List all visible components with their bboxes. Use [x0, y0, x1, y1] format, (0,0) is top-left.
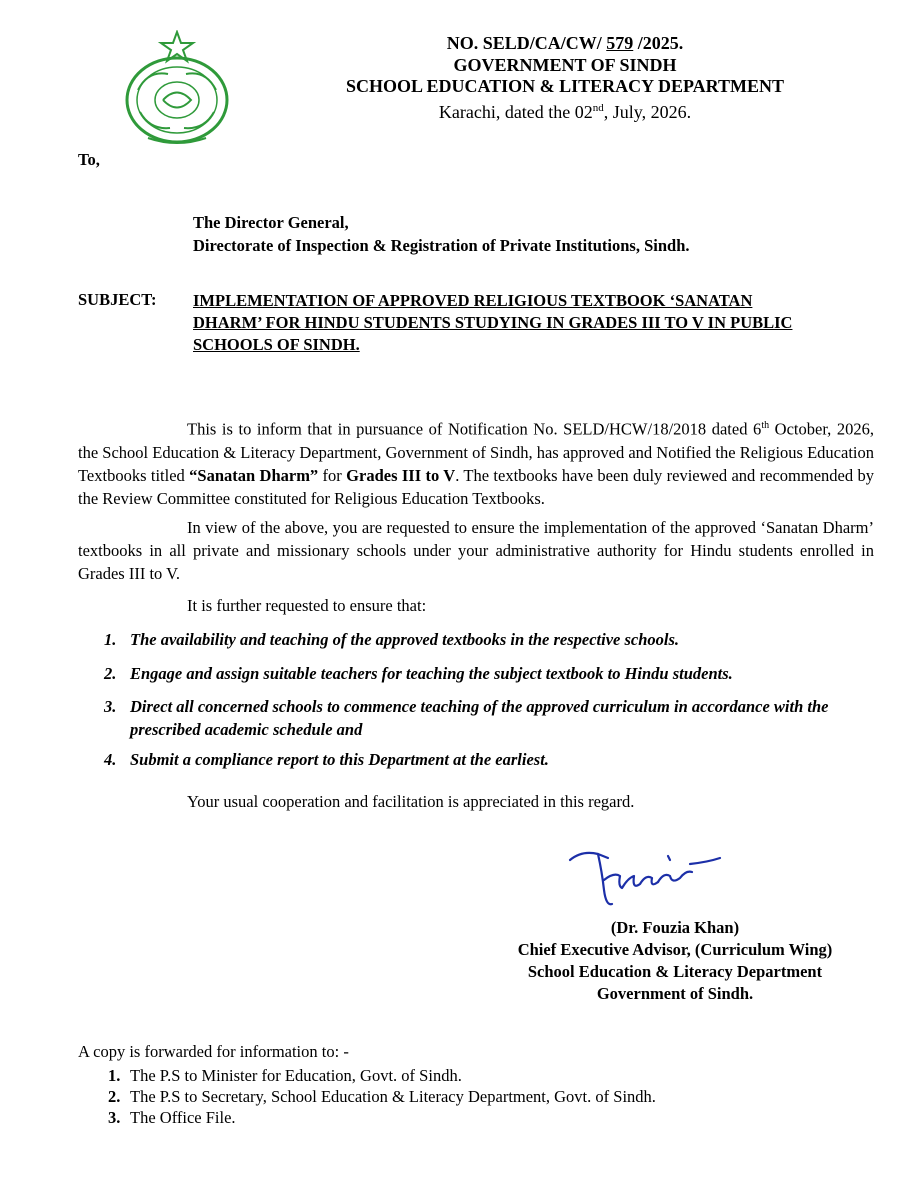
copy-item: 3. The Office File.: [108, 1108, 236, 1127]
subject-text: IMPLEMENTATION OF APPROVED RELIGIOUS TEXTBOOK ‘SANATAN DHARM’ FOR HINDU STUDENTS STUDYING IN GRADES III TO V IN PUBLIC SCHOOLS OF SINDH.: [193, 291, 793, 354]
signatory-department: School Education & Literacy Department: [527, 962, 823, 981]
signatory-name: (Dr. Fouzia Khan): [610, 918, 740, 937]
copy-item: 2. The P.S to Secretary, School Education & Literacy Department, Govt. of Sindh.: [108, 1087, 656, 1106]
signatory-title: Chief Executive Advisor, (Curriculum Wing): [517, 940, 833, 959]
reference-number: NO. SELD/CA/CW/ 579 /2025.: [446, 33, 684, 53]
list-item: 2. Engage and assign suitable teachers for teaching the subject textbook to Hindu students.: [104, 664, 733, 683]
subject-label: SUBJECT:: [78, 290, 157, 309]
government-name: GOVERNMENT OF SINDH: [453, 55, 677, 75]
list-item: 3. Direct all concerned schools to commence teaching of the approved curriculum in accordance with the prescribed academic schedule and: [104, 697, 829, 739]
department-name: SCHOOL EDUCATION & LITERACY DEPARTMENT: [345, 76, 785, 96]
copy-item: 1. The P.S to Minister for Education, Govt. of Sindh.: [108, 1066, 462, 1085]
copy-intro: A copy is forwarded for information to: -: [78, 1042, 349, 1061]
closing-line: Your usual cooperation and facilitation is appreciated in this regard.: [187, 792, 635, 811]
letter-date: Karachi, dated the 02nd, July, 2026.: [438, 102, 692, 122]
addressee-title: The Director General,: [193, 213, 349, 232]
paragraph-1: This is to inform that in pursuance of Notification No. SELD/HCW/18/2018 dated 6th October, 2026, the School Education & Literacy Department, Government of Sindh, has approved and Notified the Religious Education Textbooks titled “Sanatan Dharm” for Grades III to V. The textbooks have been duly reviewed and recommended by the Review Committee constituted for Religious Education Textbooks.: [78, 419, 874, 508]
signatory-government: Government of Sindh.: [596, 984, 754, 1003]
list-item: 4. Submit a compliance report to this Department at the earliest.: [104, 750, 549, 769]
government-seal: [118, 30, 236, 148]
paragraph-3: It is further requested to ensure that:: [187, 596, 427, 615]
list-item: 1. The availability and teaching of the approved textbooks in the respective schools.: [104, 630, 680, 649]
paragraph-2: In view of the above, you are requested to ensure the implementation of the approved ‘Sanatan Dharm’ textbooks in all private and missionary schools under your administrative authority for Hindu students enrolled in Grades III to V.: [78, 518, 874, 583]
to-label: To,: [78, 150, 100, 169]
signature: [560, 842, 730, 914]
addressee-office: Directorate of Inspection & Registration of Private Institutions, Sindh.: [193, 236, 690, 255]
